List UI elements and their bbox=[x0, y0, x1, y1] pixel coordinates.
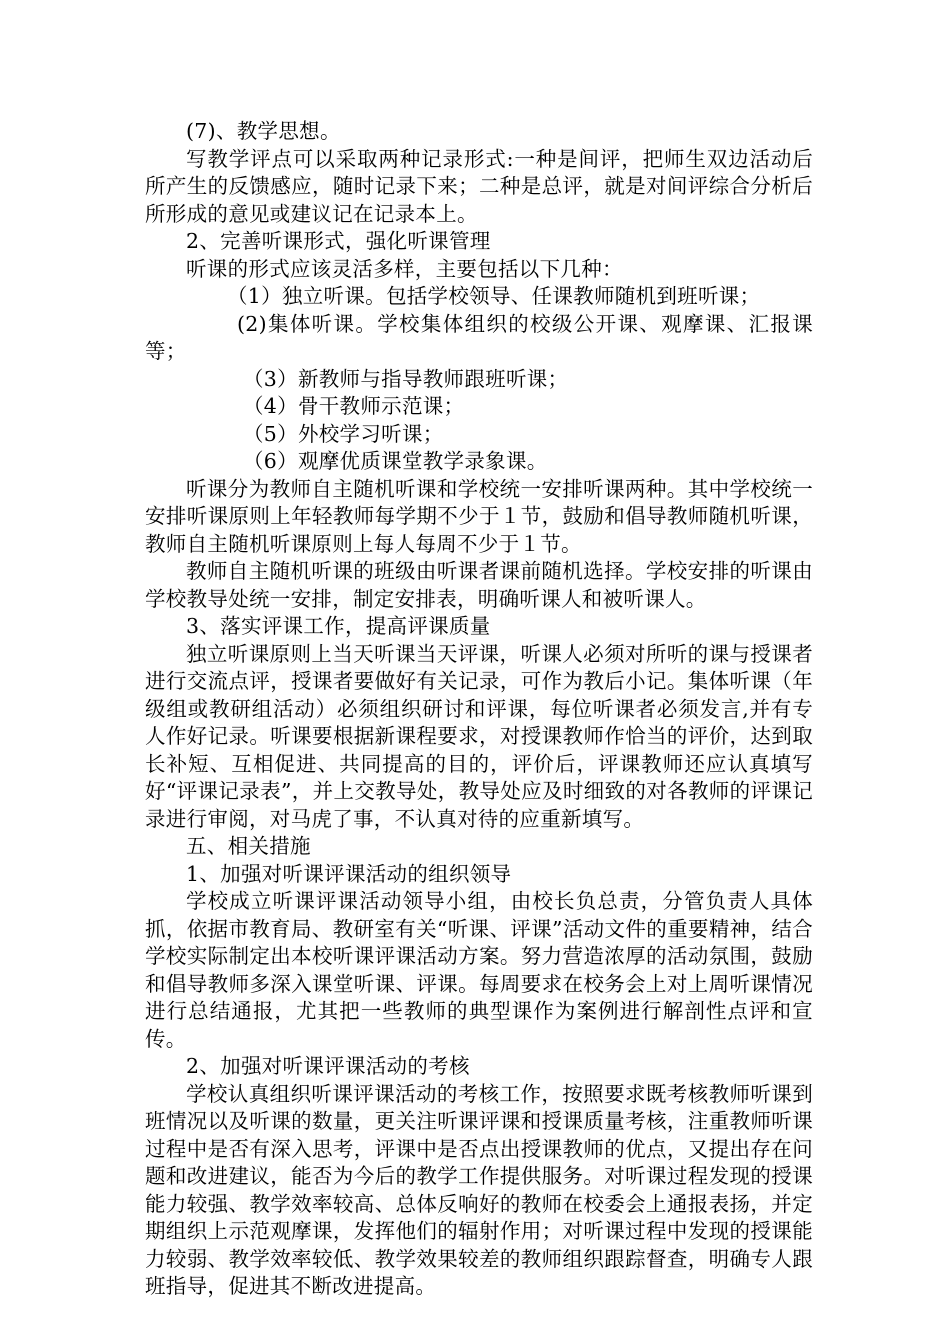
paragraph-listening-types: 听课分为教师自主随机听课和学校统一安排听课两种。其中学校统一安排听课原则上年轻教师每学期不少于１节，鼓励和倡导教师随机听课，教师自主随机听课原则上每人每周不少于１节。 bbox=[145, 476, 813, 556]
heading-listening-forms: 2、完善听课形式，强化听课管理 bbox=[186, 229, 491, 253]
paragraph-record-forms: 写教学评点可以采取两种记录形式:一种是间评，把师生双边活动后所产生的反馈感应，随时记录下来；二种是总评，就是对间评综合分析后所形成的意见或建议记在记录本上。 bbox=[145, 146, 813, 226]
list-item-3: （3）新教师与指导教师跟班听课； bbox=[243, 366, 569, 391]
heading-organization: 1、加强对听课评课活动的组织领导 bbox=[186, 861, 512, 886]
paragraph-organization-details: 学校成立听课评课活动领导小组，由校长负总责，分管负责人具体抓，依据市教育局、教研室有关“听课、评课”活动文件的重要精神，结合学校实际制定出本校听课评课活动方案。努力营造浓厚的活动氛围，鼓励和倡导教师多深入课堂听课、评课。每周要求在校务会上对上周听课情况进行总结通报，尤其把一些教师的典型课作为案例进行解剖性点评和宣传。 bbox=[145, 889, 813, 1051]
heading-assessment: 2、加强对听课评课活动的考核 bbox=[186, 1054, 470, 1078]
list-item-6: （6）观摩优质课堂教学录象课。 bbox=[243, 449, 548, 473]
list-item-2: (2)集体听课。学校集体组织的校级公开课、观摩课、汇报课等； bbox=[145, 311, 813, 363]
list-item-5: （5）外校学习听课； bbox=[243, 421, 444, 446]
paragraph-class-selection: 教师自主随机听课的班级由听课者课前随机选择。学校安排的听课由学校教导处统一安排，制定安排表，明确听课人和被听课人。 bbox=[145, 559, 813, 611]
document-page bbox=[145, 118, 813, 1301]
list-item-1: （1）独立听课。包括学校领导、任课教师随机到班听课； bbox=[227, 284, 761, 308]
paragraph-teaching-thought: (7)、教学思想。 bbox=[186, 119, 341, 143]
paragraph-forms-intro: 听课的形式应该灵活多样，主要包括以下几种： bbox=[186, 256, 623, 281]
paragraph-assessment-details: 学校认真组织听课评课活动的考核工作，按照要求既考核教师听课到班情况以及听课的数量，更关注听课评课和授课质量考核，注重教师听课过程中是否有深入思考，评课中是否点出授课教师的优点，又提出存在问题和改进建议，能否为今后的教学工作提供服务。对听课过程发现的授课能力较强、教学效率较高、总体反响好的教师在校委会上通报表扬，并定期组织上示范观摩课，发挥他们的辐射作用；对听课过程中发现的授课能力较弱、教学效率较低、教学效果较差的教师组织跟踪督查，明确专人跟班指导，促进其不断改进提高。 bbox=[145, 1081, 813, 1298]
list-item-4: （4）骨干教师示范课； bbox=[243, 394, 465, 418]
paragraph-evaluation-details: 独立听课原则上当天听课当天评课，听课人必须对所听的课与授课者进行交流点评，授课者要做好有关记录，可作为教后小记。集体听课（年级组或教研组活动）必须组织研讨和评课，每位听课者必须发言,并有专人作好记录。听课要根据新课程要求，对授课教师作恰当的评价，达到取长补短、互相促进、共同提高的目的，评价后，评课教师还应认真填写好“评课记录表”，并上交教导处，教导处应及时细致的对各教师的评课记录进行审阅，对马虎了事，不认真对待的应重新填写。 bbox=[145, 641, 813, 831]
heading-evaluation: 3、落实评课工作，提高评课质量 bbox=[186, 614, 491, 638]
heading-measures: 五、相关措施 bbox=[186, 834, 311, 858]
